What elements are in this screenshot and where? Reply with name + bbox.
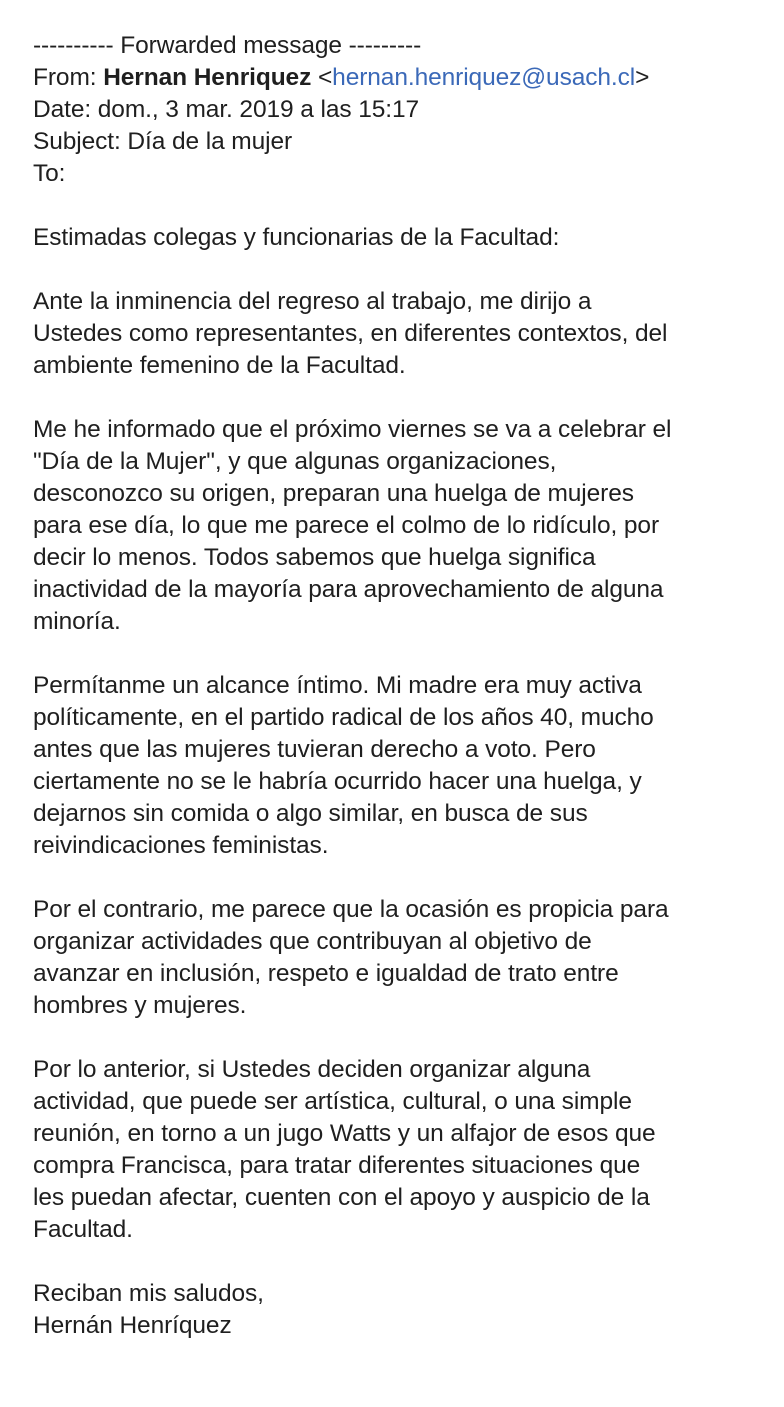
header-spacer [33,190,764,222]
paragraph-line: ciertamente no se le habría ocurrido hacer una huelga, y [33,768,642,795]
paragraph-line: les puedan afectar, cuenten con el apoyo y auspicio de la [33,1184,650,1211]
paragraph-line: reunión, en torno a un jugo Watts y un alfajor de esos que [33,1120,656,1147]
email-header [33,30,764,190]
paragraph-line: antes que las mujeres tuvieran derecho a voto. Pero [33,736,596,763]
paragraph-line: dejarnos sin comida o algo similar, en busca de sus [33,800,588,827]
paragraph-line: avanzar en inclusión, respeto e igualdad de trato entre [33,960,619,987]
forwarded-message-label: ---------- Forwarded message --------- [33,32,422,59]
to-line: To: [33,160,66,187]
from-label: From: [33,64,104,91]
paragraph-line: compra Francisca, para tratar diferentes situaciones que [33,1152,641,1179]
paragraph-line: "Día de la Mujer", y que algunas organizaciones, [33,448,557,475]
closing-paragraph [33,1278,764,1342]
paragraph-line: Ante la inminencia del regreso al trabajo, me dirijo a [33,288,592,315]
body-paragraph-3 [33,670,764,862]
date-line: Date: dom., 3 mar. 2019 a las 15:17 [33,96,420,123]
paragraph-line: desconozco su origen, preparan una huelga de mujeres [33,480,634,507]
paragraph-line: Permítanme un alcance íntimo. Mi madre era muy activa [33,672,642,699]
paragraph-line: minoría. [33,608,121,635]
paragraph-line: Por el contrario, me parece que la ocasión es propicia para [33,896,669,923]
paragraph-line: decir lo menos. Todos sabemos que huelga significa [33,544,596,571]
signature-line: Hernán Henríquez [33,1312,232,1339]
closing-line: Reciban mis saludos, [33,1280,264,1307]
paragraph-line: inactividad de la mayoría para aprovechamiento de alguna [33,576,664,603]
paragraph-line: Por lo anterior, si Ustedes deciden organizar alguna [33,1056,591,1083]
from-line [33,62,764,94]
email-bracket-open: < [311,64,333,91]
paragraph-line: Me he informado que el próximo viernes se va a celebrar el [33,416,672,443]
paragraph-line: actividad, que puede ser artística, cultural, o una simple [33,1088,632,1115]
paragraph-line: políticamente, en el partido radical de los años 40, mucho [33,704,654,731]
body-paragraph-4 [33,894,764,1022]
greeting-paragraph [33,222,764,254]
sender-email-link[interactable]: hernan.henriquez@usach.cl [332,64,636,91]
paragraph-line: reivindicaciones feministas. [33,832,329,859]
paragraph-line: Ustedes como representantes, en diferentes contextos, del [33,320,668,347]
body-paragraph-2 [33,414,764,638]
paragraph-line: hombres y mujeres. [33,992,247,1019]
sender-name: Hernan Henriquez [103,64,312,91]
email-body [33,222,764,1342]
subject-line: Subject: Día de la mujer [33,128,293,155]
body-paragraph-1 [33,286,764,382]
paragraph-line: organizar actividades que contribuyan al objetivo de [33,928,592,955]
paragraph-line: Facultad. [33,1216,133,1243]
email-bracket-close: > [635,64,650,91]
paragraph-line: ambiente femenino de la Facultad. [33,352,406,379]
greeting-line: Estimadas colegas y funcionarias de la Facultad: [33,224,560,251]
paragraph-line: para ese día, lo que me parece el colmo de lo ridículo, por [33,512,660,539]
body-paragraph-5 [33,1054,764,1246]
